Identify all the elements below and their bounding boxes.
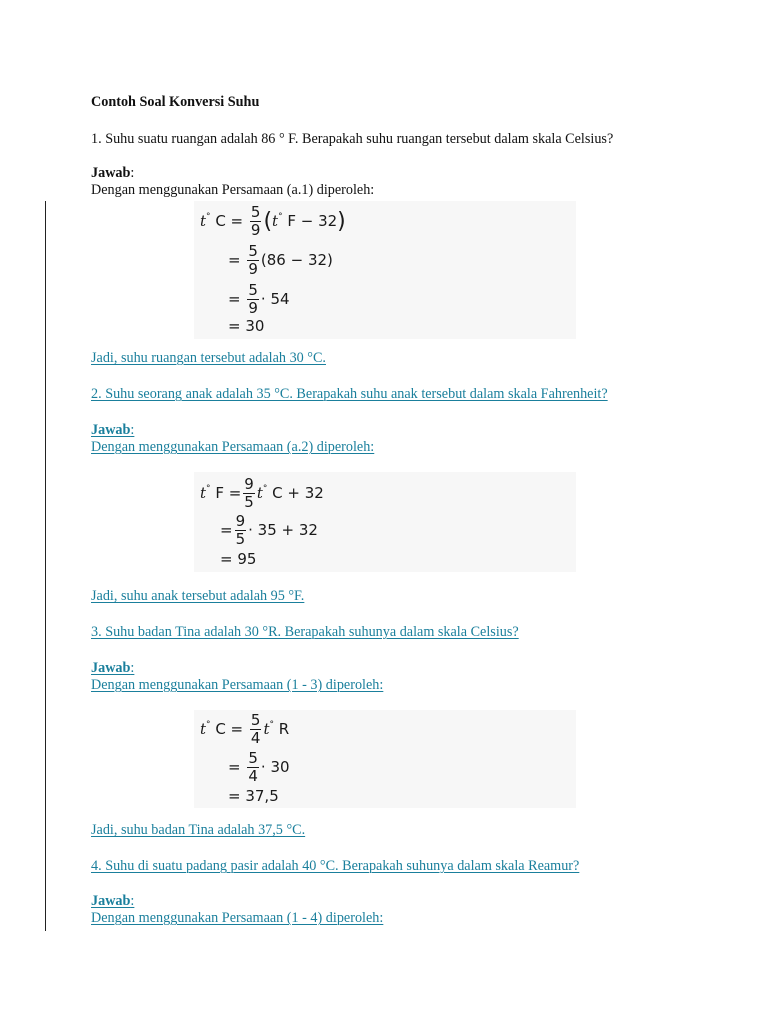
- equation-image-1: [194, 201, 576, 339]
- result-1[interactable]: Jadi, suhu ruangan tersebut adalah 30 °C.: [91, 350, 326, 366]
- equation-line: = $\frac{9}{5}$ · 35 + 32: [220, 512, 318, 548]
- equation-image-3: [194, 710, 576, 808]
- equation-line: = 30: [228, 317, 265, 335]
- question-2[interactable]: 2. Suhu seorang anak adalah 35 °C. Berapakah suhu anak tersebut dalam skala Fahrenheit?: [91, 386, 608, 402]
- page-title: Contoh Soal Konversi Suhu: [91, 94, 260, 110]
- equation-image-2: [194, 472, 576, 572]
- equation-line: t° C = $\frac{5}{4}$ t° R: [200, 711, 290, 747]
- answer-label-4[interactable]: Jawab:: [91, 893, 135, 909]
- equation-line: t° C = $\frac{5}{9}$ (t° F − 32): [200, 203, 346, 239]
- intro-2[interactable]: Dengan menggunakan Persamaan (a.2) diperoleh:: [91, 439, 375, 455]
- result-3[interactable]: Jadi, suhu badan Tina adalah 37,5 °C.: [91, 822, 306, 838]
- result-2[interactable]: Jadi, suhu anak tersebut adalah 95 °F.: [91, 588, 305, 604]
- question-3[interactable]: 3. Suhu badan Tina adalah 30 °R. Berapakah suhunya dalam skala Celsius?: [91, 624, 519, 640]
- equation-line: = $\frac{5}{4}$ · 30: [228, 749, 290, 785]
- answer-label-3[interactable]: Jawab:: [91, 660, 135, 676]
- answer-label-text: Jawab: [91, 422, 131, 438]
- answer-label-2[interactable]: Jawab:: [91, 422, 135, 438]
- equation-line: = $\frac{5}{9}$ (86 − 32): [228, 242, 333, 278]
- intro-3[interactable]: Dengan menggunakan Persamaan (1 - 3) diperoleh:: [91, 677, 384, 693]
- margin-rule: [45, 201, 46, 931]
- question-4[interactable]: 4. Suhu di suatu padang pasir adalah 40 °C. Berapakah suhunya dalam skala Reamur?: [91, 858, 580, 874]
- equation-line: t° F = $\frac{9}{5}$ t° C + 32: [200, 475, 324, 511]
- intro-4[interactable]: Dengan menggunakan Persamaan (1 - 4) diperoleh:: [91, 910, 384, 926]
- answer-label-text: Jawab: [91, 893, 131, 909]
- question-1: 1. Suhu suatu ruangan adalah 86 ° F. Berapakah suhu ruangan tersebut dalam skala Celsius?: [91, 131, 614, 147]
- answer-label-1: Jawab:: [91, 165, 135, 181]
- answer-label-text: Jawab: [91, 165, 131, 181]
- equation-line: = 37,5: [228, 787, 279, 805]
- answer-label-text: Jawab: [91, 660, 131, 676]
- equation-line: = 95: [220, 550, 257, 568]
- intro-1: Dengan menggunakan Persamaan (a.1) diperoleh:: [91, 182, 375, 198]
- equation-line: = $\frac{5}{9}$ · 54: [228, 281, 290, 317]
